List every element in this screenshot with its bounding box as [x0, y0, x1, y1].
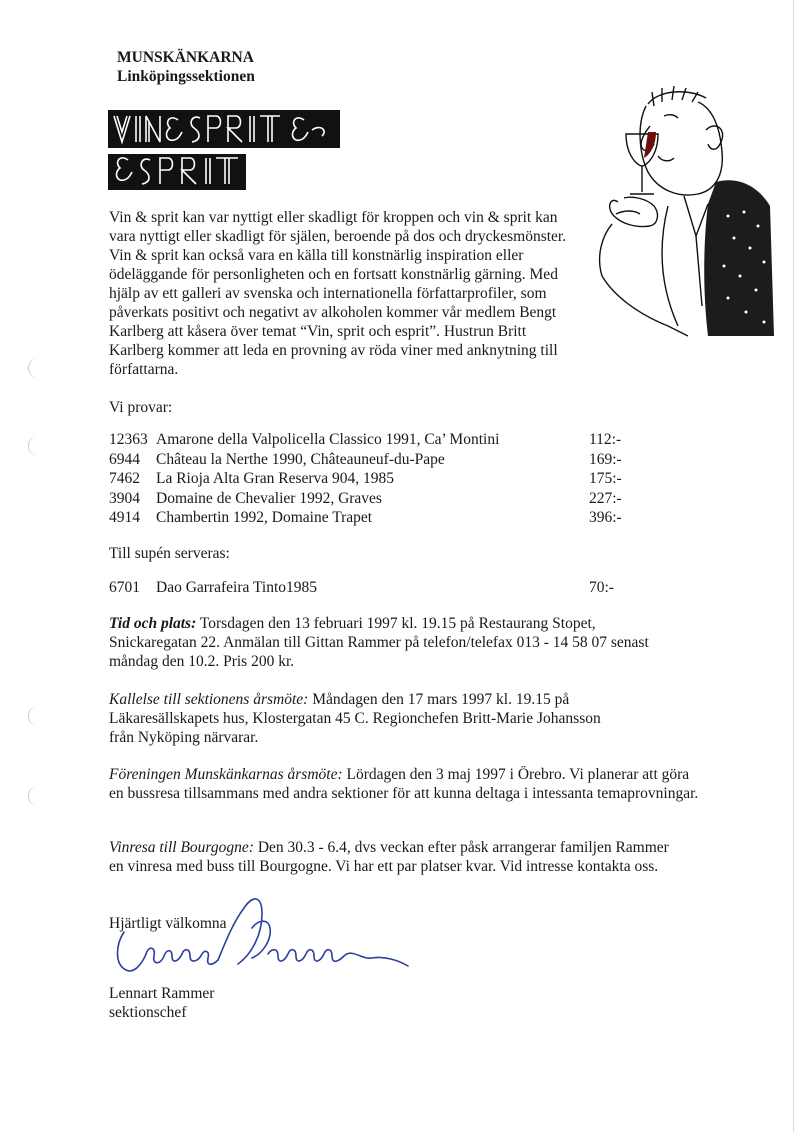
time-place-text: Torsdagen den 13 februari 1997 kl. 19.15 på Restaurang Stopet, Snickaregatan 22. Anmälan till Gittan Rammer på telefon/telefax 013 - 14 58 07 senast måndag den 10.2. Pris 200 kr. — [109, 615, 649, 670]
society-meeting-text: Lördagen den 3 maj 1997 i Örebro. Vi planerar att göra en bussresa tillsammans med andra sektioner för att kunna deltaga i intessanta temaprovningar. — [109, 766, 699, 802]
letterhead — [117, 48, 255, 86]
wine-price: 227:- — [589, 489, 622, 507]
wine-row — [109, 578, 629, 598]
annual-meeting-label: Kallelse till sektionens årsmöte: — [109, 691, 309, 708]
wine-trip-paragraph — [109, 838, 669, 876]
punch-hole — [28, 358, 47, 378]
wine-name: Chambertin 1992, Domaine Trapet — [156, 509, 373, 526]
time-place-label: Tid och plats: — [109, 615, 197, 632]
wine-price: 169:- — [589, 450, 622, 468]
wine-name: Domaine de Chevalier 1992, Graves — [156, 489, 382, 507]
wine-price: 175:- — [589, 470, 622, 487]
page-edge — [793, 0, 794, 1132]
tasting-heading: Vi provar: — [109, 399, 173, 416]
wine-row — [109, 450, 629, 470]
intro-paragraph: Vin & sprit kan var nyttigt eller skadligt för kroppen och vin & sprit kan vara nyttigt eller skadligt för själen, beroende på dos och dryckesmönster. Vin & sprit kan också vara en källa till konstnärlig inspiration eller ödeläggande för personligheten och en fortsatt konstnärlig gärning. Med hjälp av ett galleri av svenska och internationella författarprofiler, som påverkats positivt och negativt av alkoholen kommer vår medlem Bengt Karlberg att kåsera över temat “Vin, sprit och esprit”. Hustrun Britt Karlberg kommer att leda en provning av röda viner med anknytning till författarna. — [109, 209, 567, 378]
handwritten-signature — [112, 884, 412, 984]
wine-name: Château la Nerthe 1990, Châteauneuf-du-Pape — [156, 450, 445, 468]
signer-name: Lennart Rammer — [109, 985, 215, 1002]
wine-price: 70:- — [589, 579, 614, 596]
wine-price: 396:- — [589, 509, 622, 526]
society-meeting-paragraph — [109, 765, 699, 803]
org-name: MUNSKÄNKARNA — [117, 49, 254, 66]
time-place-paragraph — [109, 614, 649, 671]
wine-trip-text: Den 30.3 - 6.4, dvs veckan efter påsk arrangerar familjen Rammer en vinresa med buss till Bourgogne. Vi har ett par platser kvar. Vid intresse kontakta oss. — [109, 839, 669, 875]
vin-sprit-logo — [108, 110, 340, 192]
annual-meeting-text: Måndagen den 17 mars 1997 kl. 19.15 på Läkaresällskapets hus, Klostergatan 45 C. Regionchefen Britt-Marie Johansson från Nyköping närvarar. — [109, 691, 601, 746]
supper-heading: Till supén serveras: — [109, 545, 230, 562]
greeting: Hjärtligt välkomna — [109, 915, 227, 932]
punch-hole — [28, 706, 47, 726]
wine-row — [109, 469, 629, 489]
wine-number: 4914 — [109, 509, 140, 526]
wine-row — [109, 430, 629, 450]
wine-trip-label: Vinresa till Bourgogne: — [109, 839, 254, 856]
punch-hole — [28, 436, 47, 456]
wine-number: 7462 — [109, 470, 140, 487]
wine-number: 6944 — [109, 450, 140, 468]
wine-name: Amarone della Valpolicella Classico 1991, Ca’ Montini — [156, 431, 500, 448]
annual-meeting-paragraph — [109, 690, 629, 747]
section-name: Linköpingssektionen — [117, 68, 255, 85]
signer-title: sektionschef — [109, 1004, 187, 1021]
wine-number: 6701 — [109, 579, 140, 596]
wine-row — [109, 508, 629, 528]
wine-drinker-illustration — [588, 86, 780, 348]
wine-number: 12363 — [109, 431, 148, 448]
wine-list — [109, 430, 629, 528]
wine-row — [109, 489, 629, 509]
wine-number: 3904 — [109, 489, 140, 507]
wine-price: 112:- — [589, 431, 622, 448]
society-meeting-label: Föreningen Munskänkarnas årsmöte: — [109, 766, 343, 783]
wine-name: La Rioja Alta Gran Reserva 904, 1985 — [156, 470, 395, 487]
punch-hole — [28, 786, 47, 806]
supper-wine — [109, 578, 629, 598]
wine-name: Dao Garrafeira Tinto1985 — [156, 579, 317, 596]
